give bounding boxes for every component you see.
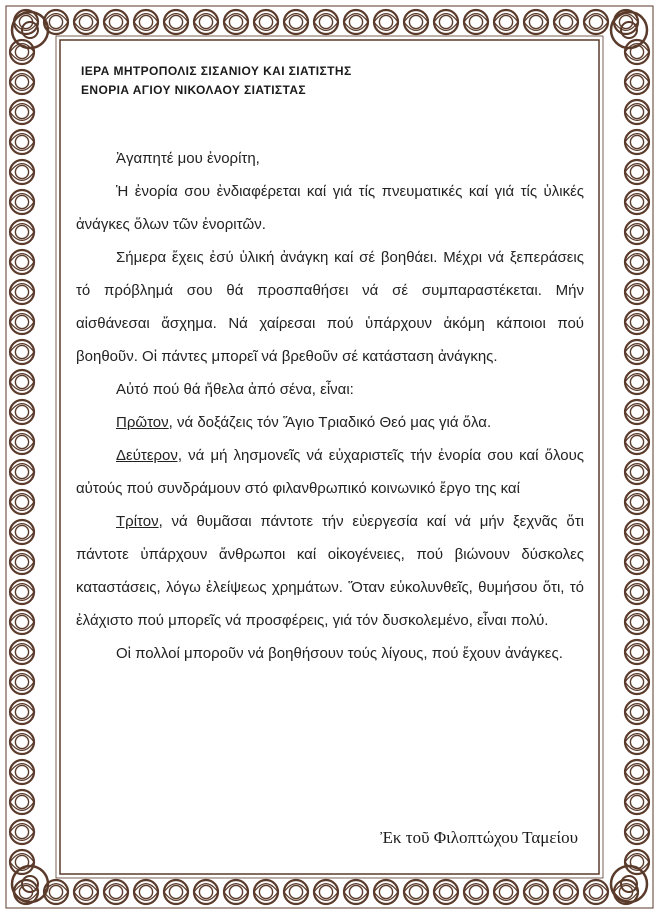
signature: Ἐκ τοῦ Φιλοπτώχου Ταμείου (380, 828, 578, 847)
letter-page (76, 44, 584, 874)
third-label: Τρίτον (116, 513, 159, 530)
first-label: Πρῶτον (116, 414, 169, 431)
first-text: , νά δοξάζεις τόν Ἅγιο Τριαδικό Θεό μας γιά ὅλα. (168, 414, 492, 431)
paragraph-1: Ἡ ἐνορία σου ἐνδιαφέρεται καί γιά τίς πνευματικές καί γιά τίς ὑλικές ἀνάγκες ὅλων τῶν ἐνοριτῶν. (76, 183, 584, 233)
point-third (76, 505, 584, 637)
point-first (76, 406, 584, 439)
letter-body (76, 142, 584, 670)
paragraph-last: Οἱ πολλοί μποροῦν νά βοηθήσουν τούς λίγους, πού ἔχουν ἀνάγκες. (116, 645, 563, 662)
parish-title: ΕΝΟΡΙΑ ΑΓΙΟΥ ΝΙΚΟΛΑΟΥ ΣΙΑΤΙΣΤΑΣ (81, 83, 307, 97)
paragraph-3: Αὐτό πού θά ἤθελα ἀπό σένα, εἶναι: (116, 381, 354, 398)
paragraph-2: Σήμερα ἔχεις ἐσύ ὑλική ἀνάγκη καί σέ βοηθάει. Μέχρι νά ξεπεράσεις τό πρόβλημά σου θά προσπαθήσει νά σέ συμπαραστέκεται. Μήν αἰσθάνεσαι ἄσχημα. Νά χαίρεσαι πού ὑπάρχουν ἀκόμη κάποιοι πού βοηθοῦν. Οἱ πάντες μπορεῖ νά βρεθοῦν σέ κατάσταση ἀνάγκης. (76, 249, 584, 365)
second-label: Δεύτερον, (116, 447, 183, 464)
point-second (76, 439, 584, 505)
second-text: νά μή λησμονεῖς νά εὐχαριστεῖς τήν ἐνορία σου καί ὅλους αὐτούς πού συνδράμουν στό φιλανθρωπικό κοινωνικό ἔργο της καί (76, 447, 584, 497)
letter-header (81, 62, 352, 100)
third-text: , νά θυμᾶσαι πάντοτε τήν εὐεργεσία καί νά μήν ξεχνᾶς ὅτι πάντοτε ὑπάρχουν ἄνθρωποι καί οἰκογένειες, πού βιώνουν δύσκολες καταστάσεις, λόγω ἐλείψεως χρημάτων. Ὅταν εὐκολυνθεῖς, θυμήσου ὅτι, τό ἐλάχιστο πού μπορεῖς νά προσφέρεις, γιά τόν δυσκολεμένο, εἶναι πολύ. (76, 513, 584, 629)
metropolis-title: ΙΕΡΑ ΜΗΤΡΟΠΟΛΙΣ ΣΙΣΑΝΙΟΥ ΚΑΙ ΣΙΑΤΙΣΤΗΣ (81, 64, 352, 78)
greeting: Ἀγαπητέ μου ἐνορίτη, (116, 150, 260, 167)
